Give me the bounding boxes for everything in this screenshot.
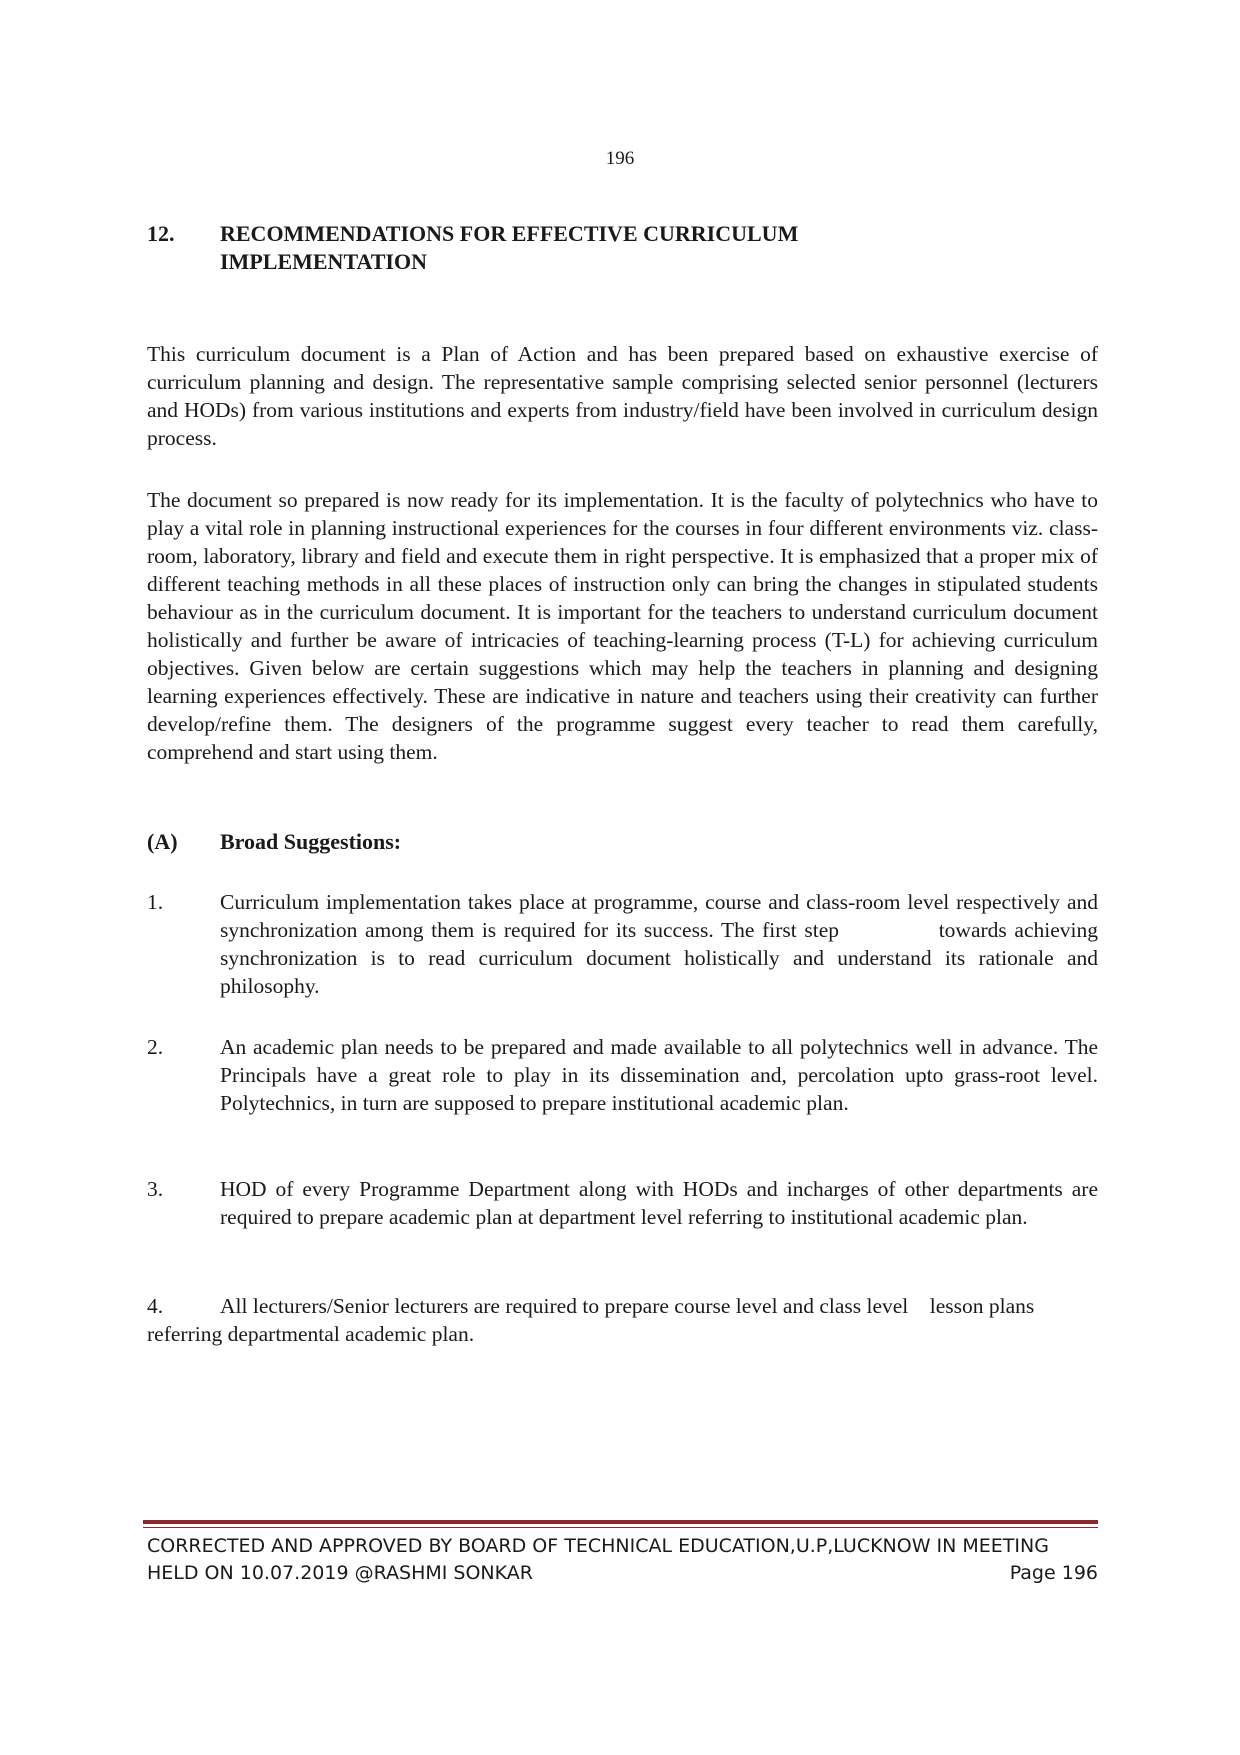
footer-line2 <box>147 1560 1098 1587</box>
list-item <box>147 1033 1098 1117</box>
list-item <box>147 1175 1098 1231</box>
subsection-title: Broad Suggestions: <box>220 829 402 854</box>
section-heading <box>147 220 1097 276</box>
list-item-text: HOD of every Programme Department along with HODs and incharges of other departments are required to prepare academic plan at department level referring to institutional academic plan. <box>220 1177 1098 1229</box>
footer-divider <box>143 1520 1098 1524</box>
implementation-paragraph: The document so prepared is now ready for its implementation. It is the faculty of polytechnics who have to play a vital role in planning instructional experiences for the courses in four different environments viz. class-room, laboratory, library and field and execute them in right perspective. It is emphasized that a proper mix of different teaching methods in all these places of instruction only can bring the changes in stipulated students behaviour as in the curriculum document. It is important for the teachers to understand curriculum document holistically and further be aware of intricacies of teaching-learning process (T-L) for achieving curriculum objectives. Given below are certain suggestions which may help the teachers in planning and designing learning experiences effectively. These are indicative in nature and teachers using their creativity can further develop/refine them. The designers of the programme suggest every teacher to read them carefully, comprehend and start using them. <box>147 488 1098 764</box>
footer-approval-line: CORRECTED AND APPROVED BY BOARD OF TECHNICAL EDUCATION,U.P,LUCKNOW IN MEETING <box>147 1535 1049 1557</box>
list-item-text: Curriculum implementation takes place at programme, course and class-room level respectively and synchronization among them is required for its success. The first step towards achieving synchronization is to read curriculum document holistically and understand its rationale and philosophy. <box>220 890 1098 998</box>
list-item <box>147 888 1098 1000</box>
list-item-number: 2. <box>147 1035 164 1059</box>
section-title <box>220 220 1097 276</box>
page-footer <box>147 1533 1098 1587</box>
list-item-text: All lecturers/Senior lecturers are required to prepare course level and class level lesson plans referring departmental academic plan. <box>147 1294 1035 1346</box>
section-title-line1: RECOMMENDATIONS FOR EFFECTIVE CURRICULUM <box>220 221 799 246</box>
list-item-number: 3. <box>147 1177 164 1201</box>
section-title-line2: IMPLEMENTATION <box>220 249 427 274</box>
page-number-top: 196 <box>605 148 635 169</box>
footer-meeting-info: HELD ON 10.07.2019 @RASHMI SONKAR <box>147 1562 533 1584</box>
intro-paragraph: This curriculum document is a Plan of Action and has been prepared based on exhaustive exercise of curriculum planning and design. The representative sample comprising selected senior personnel (lecturers and HODs) from various institutions and experts from industry/field have been involved in curriculum design process. <box>147 342 1098 450</box>
footer-divider-thin <box>143 1527 1098 1528</box>
list-item-text: An academic plan needs to be prepared and made available to all polytechnics well in advance. The Principals have a great role to play in its dissemination and, percolation upto grass-root level. Polytechnics, in turn are supposed to prepare institutional academic plan. <box>220 1035 1098 1115</box>
list-item-number: 1. <box>147 890 164 914</box>
footer-page-number: Page 196 <box>1009 1562 1098 1584</box>
subsection-heading <box>147 828 401 856</box>
list-item <box>147 1292 1087 1348</box>
section-number: 12. <box>147 221 175 246</box>
subsection-label: (A) <box>147 829 178 854</box>
list-item-number: 4. <box>147 1294 164 1318</box>
